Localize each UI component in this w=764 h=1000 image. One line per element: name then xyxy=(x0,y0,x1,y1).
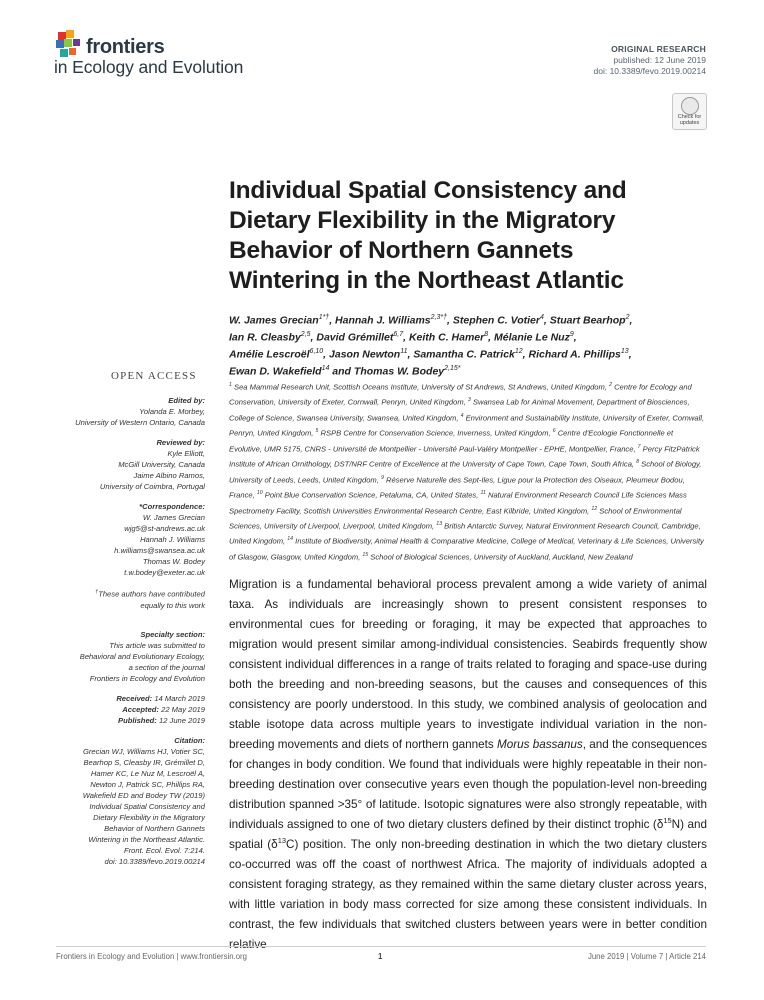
reviewed-by-section: Reviewed by: Kyle Elliott, McGill University, Canada Jaime Albino Ramos, University of Coimbra, Portugal xyxy=(99,438,205,491)
article-title: Individual Spatial Consistency and Dietary Flexibility in the Migratory Behavior of Northern Gannets Wintering in the Northeast Atlantic xyxy=(229,177,627,294)
article-type: ORIGINAL RESEARCH xyxy=(611,44,706,54)
email-link[interactable]: t.w.bodey@exeter.ac.uk xyxy=(124,568,205,577)
brand-wordmark: frontiers xyxy=(86,36,165,58)
check-badge-text: Check for updates xyxy=(677,114,702,126)
footer-divider xyxy=(56,946,706,947)
affiliations: $^1$ Sea Mammal Research Unit, Scottish Oceans Institute, University of St Andrews, St Andrews, United Kingdom, $^2$ Centre for Ecology and Conservation, University of Exeter, Cornwall, Penryn, United Kingdom, $^3$ Swansea Lab for Animal Movement, Department of Biosciences, College of Science, Swansea University, Swansea, United Kingdom, $^4$ Environment and Sustainability Institute, University of Exeter, Cornwall, Penryn, United Kingdom, $^5$ RSPB Centre for Conservation Science, Inverness, United Kingdom, $^6$ Centre d'Ecologie Fonctionnelle et Evolutive, UMR 5175, CNRS - Université de Montpellier - Université Paul-Valéry Montpellier - EPHE, Montpellier, France, $^7$ Percy FitzPatrick Institute of African Ornithology, DST/NRF Centre of Excellence at the University of Cape Town, Cape Town, South Africa, $^8$ School of Biology, University of Leeds, Leeds, United Kingdom, $^9$ Réserve Naturelle des Sept-Iles, Ligue pour la Protection des Oiseaux, Pleumeur Bodou, France, $^{10}$ Point Blue Conservation Science, Petaluma, CA, United States, $^{11}$ Natural Environment Research Council Life Sciences Mass Spectrometry Facility, Scottish Universities Environmental Research Centre, East Kilbride, United Kingdom, $^{12}$ School of Environmental Sciences, University of Liverpool, Liverpool, United Kingdom, $^{13}$ British Antarctic Survey, Natural Environment Research Council, Cambridge, United Kingdom, $^{14}$ Institute of Biodiversity, Animal Health & Comparative Medicine, College of Medical, Veterinary & Life Sciences, University of Glasgow, Glasgow, United Kingdom, $^{15}$ School of Biological Sciences, University of Auckland, Auckland, New Zealand xyxy=(229,382,705,562)
page-number: 1 xyxy=(378,952,383,961)
published-date: published: 12 June 2019 xyxy=(613,55,706,65)
bookmark-icon xyxy=(681,97,699,115)
article-info-sidebar xyxy=(75,395,205,876)
check-for-updates-badge[interactable] xyxy=(672,93,707,130)
email-link[interactable]: h.williams@swansea.ac.uk xyxy=(114,546,205,555)
edited-by-section: Edited by: Yolanda E. Morbey, University of Western Ontario, Canada xyxy=(75,396,205,427)
correspondence-section: *Correspondence: W. James Grecian wjg5@st-andrews.ac.uk Hannah J. Williams h.williams@swansea.ac.uk Thomas W. Bodey t.w.bodey@exeter.ac.uk xyxy=(75,501,205,578)
footer-journal[interactable]: Frontiers in Ecology and Evolution | www.frontiersin.org xyxy=(56,952,247,961)
email-link[interactable]: wjg5@st-andrews.ac.uk xyxy=(124,524,205,533)
footer-issue: June 2019 | Volume 7 | Article 214 xyxy=(587,952,706,961)
frontiers-logo-icon xyxy=(56,30,82,60)
citation-section: Citation: Grecian WJ, Williams HJ, Votier SC, Bearhop S, Cleasby IR, Grémillet D, Hamer KC, Le Nuz M, Lescroël A, Newton J, Patrick SC, Phillips RA, Wakefield ED and Bodey TW (2019) Individual Spatial Consistency and Dietary Flexibility in the Migratory Behavior of Northern Gannets Wintering in the Northeast Atlantic. Front. Ecol. Evol. 7:214. doi: 10.3389/fevo.2019.00214 xyxy=(82,735,205,866)
abstract: Migration is a fundamental behavioral process prevalent among a wide variety of animal taxa. As individuals are increasingly shown to present consistent responses to environmental cues for breeding or foraging, it may be expected that approaches to migration would present similar among-individual consistencies. Seabirds frequently show consistent individual differences in a range of traits related to foraging and space-use during both the breeding and non-breeding seasons, but the causes and consequences of this consistency are poorly understood. In this study, we combined analysis of geolocation and stable isotope data across multiple years to investigate individual variation in the non-breeding movements and diets of northern gannets Morus bassanus, and the consequences for changes in body condition. We found that individuals were highly repeatable in their non-breeding destination over consecutive years even though the population-level non-breeding distribution spanned >35° of latitude. Isotopic signatures were also strongly repeatable, with individuals assigned to one of two dietary clusters defined by their distinct trophic $(\delta^{15}N)$ and spatial $(\delta^{13}C)$ position. The only non-breeding destination in which the two dietary clusters co-occurred was off the coast of northwest Africa. The majority of individuals adopted a consistent foraging strategy, as they remained within the same dietary cluster across years, with little variation in body mass corrected for size among these consistent individuals. In contrast, the few individuals that switched clusters between years were in better condition relative xyxy=(229,578,707,951)
article-doi[interactable]: doi: 10.3389/fevo.2019.00214 xyxy=(593,66,706,76)
equal-contribution-note: †These authors have contributed equally to this work xyxy=(95,589,205,610)
author-list: W. James Grecian$^{1*\dagger}$, Hannah J. Williams$^{2,3*\dagger}$, Stephen C. Votier$^4$, Stuart Bearhop$^2$, Ian R. Cleasby$^{2,5}$, David Grémillet$^{6,7}$, Keith C. Hamer$^8$, Mélanie Le Nuz$^9$, Amélie Lescroël$^{6,10}$, Jason Newton$^{11}$, Samantha C. Patrick$^{12}$, Richard A. Phillips$^{13}$, Ewan D. Wakefield$^{14}$ and Thomas W. Bodey$^{2,15*}$ xyxy=(229,314,633,378)
specialty-section: Specialty section: This article was submitted to Behavioral and Evolutionary Ecology, a section of the journal Frontiers in Ecology and Evolution xyxy=(79,629,205,683)
journal-name: in Ecology and Evolution xyxy=(54,57,244,77)
dates-section: Received: 14 March 2019 Accepted: 22 May 2019 Published: 12 June 2019 xyxy=(116,693,205,725)
open-access-label: OPEN ACCESS xyxy=(111,370,197,382)
